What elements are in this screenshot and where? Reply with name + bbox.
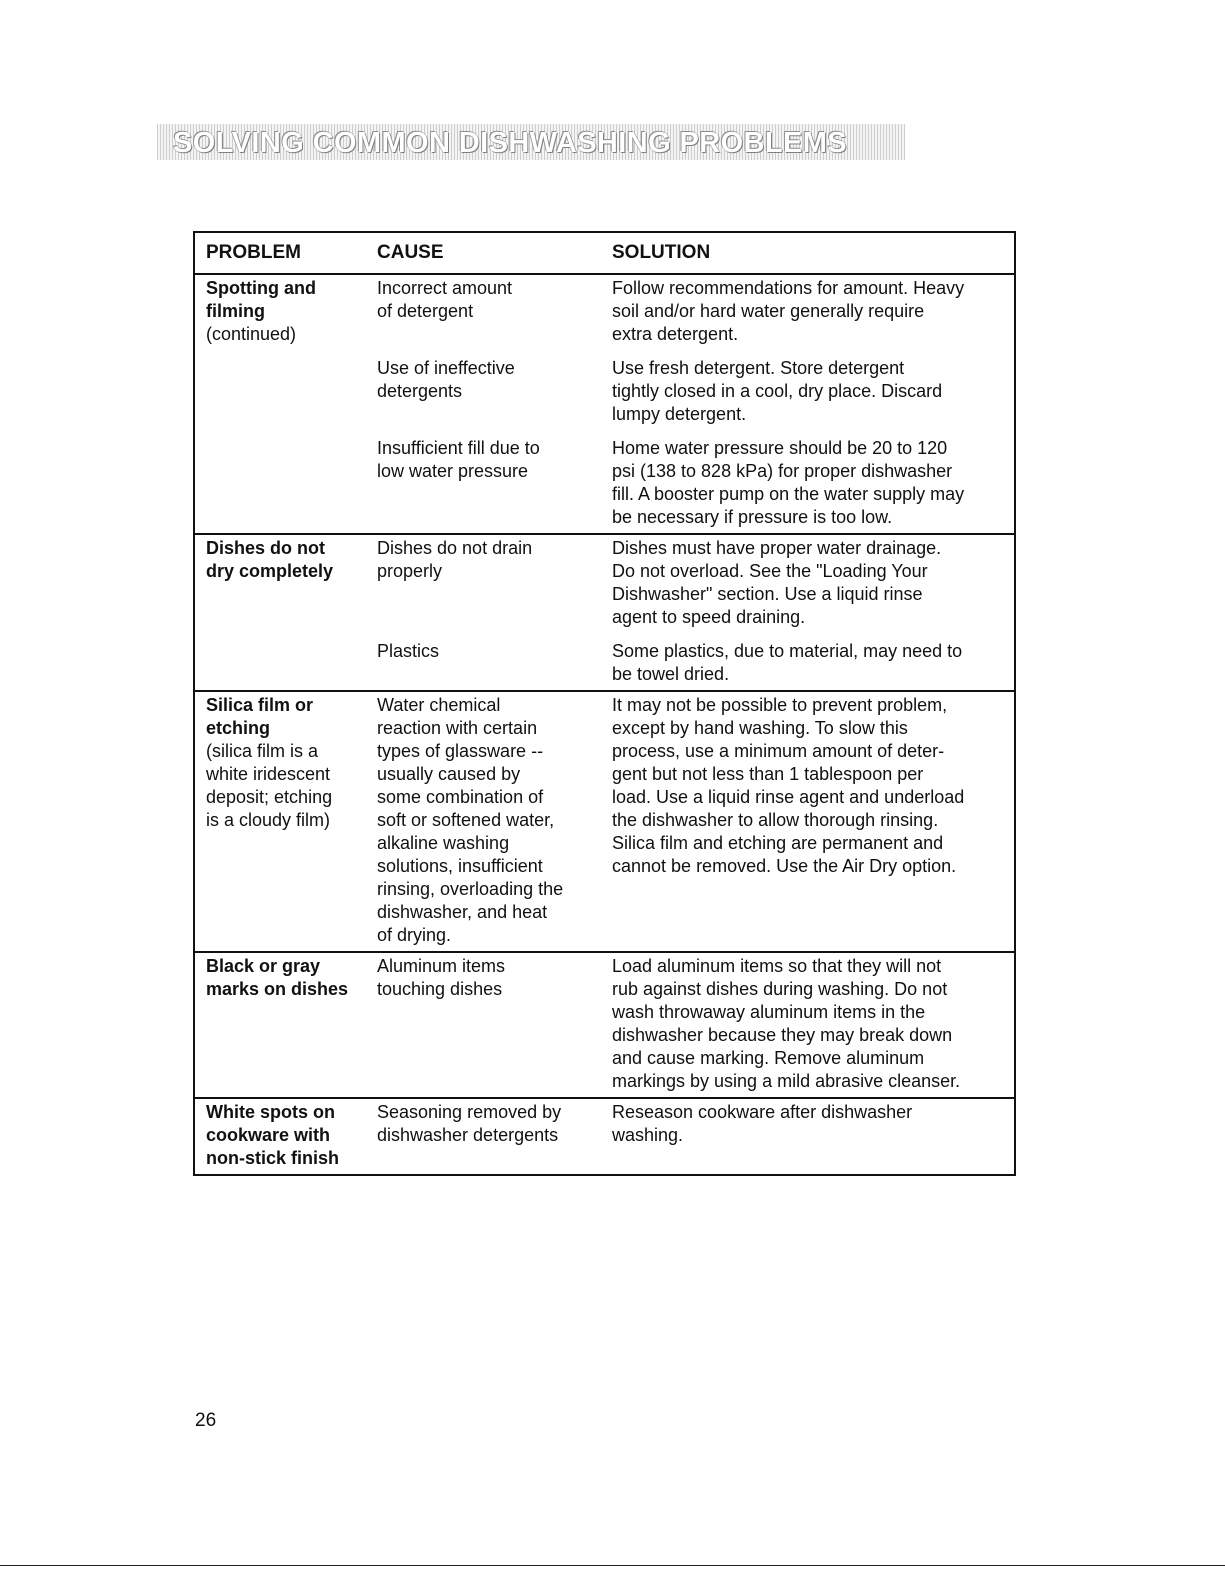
problem-section bbox=[195, 1099, 1014, 1174]
table-row bbox=[366, 357, 1014, 426]
problem-title: Spotting and filming bbox=[206, 278, 316, 321]
problem-title: Dishes do not dry completely bbox=[206, 538, 334, 581]
problem-cell bbox=[195, 694, 366, 947]
solution-cell: Follow recommendations for amount. Heavy soil and/or hard water generally require extra detergent. bbox=[612, 278, 965, 344]
table-body bbox=[195, 275, 1014, 1174]
cause-cell: Plastics bbox=[377, 641, 440, 661]
section-banner bbox=[157, 124, 905, 160]
cause-column-header: CAUSE bbox=[377, 242, 444, 263]
table-row bbox=[366, 537, 1014, 629]
solution-cell: It may not be possible to prevent problem, except by hand washing. To slow this process, use a minimum amount of deter- gent but not less than 1 tablespoon per load. Use a liquid rinse agent and underload the dishwasher to allow thorough rinsing. Silica film and etching are permanent and cannot be removed. Use the Air Dry option. bbox=[612, 695, 965, 876]
solution-cell: Load aluminum items so that they will not rub against dishes during washing. Do not wash throwaway aluminum items in the dishwasher because they may break down and cause marking. Remove aluminum markings by using a mild abrasive cleanser. bbox=[612, 956, 961, 1091]
solution-cell: Home water pressure should be 20 to 120 psi (138 to 828 kPa) for proper dishwasher fill. A booster pump on the water supply may be necessary if pressure is too low. bbox=[612, 438, 965, 527]
cause-cell: Use of ineffective detergents bbox=[377, 358, 515, 401]
table-row bbox=[366, 437, 1014, 529]
cause-solution-list bbox=[366, 537, 1014, 686]
problem-cell bbox=[195, 277, 366, 529]
problem-column-header: PROBLEM bbox=[206, 242, 301, 263]
table-row bbox=[366, 277, 1014, 346]
problem-section bbox=[195, 953, 1014, 1099]
troubleshooting-table bbox=[193, 231, 1016, 1176]
problem-cell bbox=[195, 955, 366, 1093]
problem-section bbox=[195, 535, 1014, 692]
page-title: SOLVING COMMON DISHWASHING PROBLEMS bbox=[173, 127, 848, 159]
page-number: 26 bbox=[195, 1410, 217, 1431]
problem-note: (silica film is a white iridescent deposit; etching is a cloudy film) bbox=[206, 741, 333, 830]
problem-cell bbox=[195, 537, 366, 686]
solution-cell: Reseason cookware after dishwasher washing. bbox=[612, 1102, 913, 1145]
solution-cell: Dishes must have proper water drainage. Do not overload. See the "Loading Your Dishwasher" section. Use a liquid rinse agent to speed draining. bbox=[612, 538, 942, 627]
problem-section bbox=[195, 275, 1014, 535]
cause-cell: Dishes do not drain properly bbox=[377, 538, 533, 581]
cause-solution-list bbox=[366, 955, 1014, 1093]
cause-solution-list bbox=[366, 277, 1014, 529]
cause-cell: Aluminum items touching dishes bbox=[377, 956, 506, 999]
page-bottom-rule bbox=[0, 1565, 1225, 1566]
solution-cell: Use fresh detergent. Store detergent tightly closed in a cool, dry place. Discard lumpy detergent. bbox=[612, 358, 943, 424]
solution-column-header: SOLUTION bbox=[612, 242, 711, 263]
cause-solution-list bbox=[366, 1101, 1014, 1170]
problem-section bbox=[195, 692, 1014, 953]
problem-cell bbox=[195, 1101, 366, 1170]
cause-cell: Incorrect amount of detergent bbox=[377, 278, 513, 321]
problem-note: (continued) bbox=[206, 324, 297, 344]
table-header-row bbox=[195, 233, 1014, 275]
problem-title: White spots on cookware with non-stick finish bbox=[206, 1102, 340, 1168]
problem-title: Silica film or etching bbox=[206, 695, 314, 738]
cause-cell: Water chemical reaction with certain types of glassware -- usually caused by some combination of soft or softened water, alkaline washing solutions, insufficient rinsing, overloading the dishwasher, and heat of drying. bbox=[377, 695, 564, 945]
solution-cell: Some plastics, due to material, may need to be towel dried. bbox=[612, 641, 963, 684]
cause-cell: Seasoning removed by dishwasher detergents bbox=[377, 1102, 562, 1145]
table-row bbox=[366, 1101, 1014, 1147]
problem-title: Black or gray marks on dishes bbox=[206, 956, 349, 999]
table-row bbox=[366, 694, 1014, 947]
cause-cell: Insufficient fill due to low water pressure bbox=[377, 438, 540, 481]
cause-solution-list bbox=[366, 694, 1014, 947]
table-row bbox=[366, 955, 1014, 1093]
table-row bbox=[366, 640, 1014, 686]
